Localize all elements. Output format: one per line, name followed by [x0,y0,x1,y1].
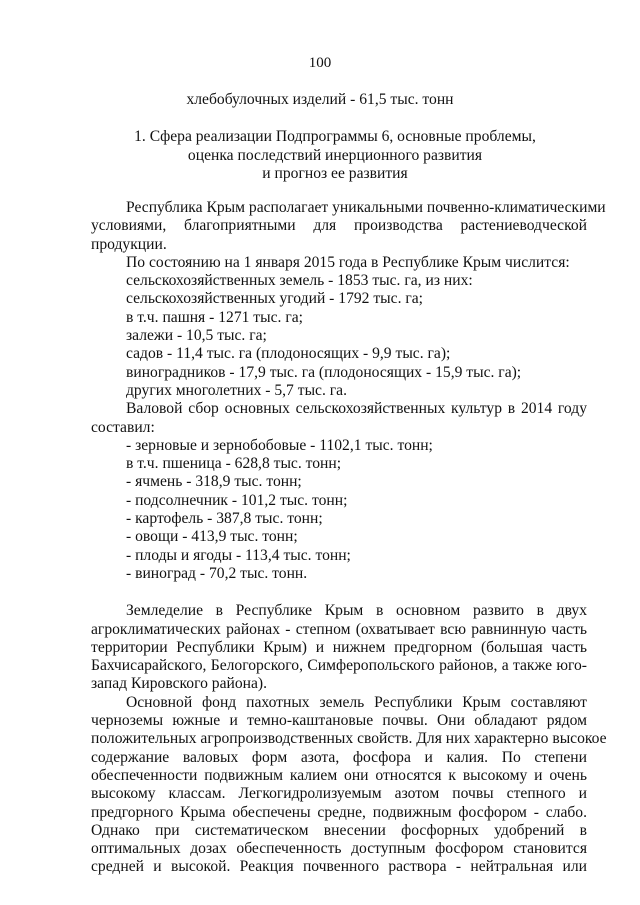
list-item: сельскохозяйственных земель - 1853 тыс. га, из них: [126,272,473,290]
paragraph-line: средней и высокой. Реакция почвенного раствора - нейтральная или [91,858,587,876]
body-text [91,199,607,877]
paragraph-line: оптимальных дозах обеспеченность доступным фосфором становится [91,840,587,858]
page-number: 100 [308,55,332,71]
list-item: - овощи - 413,9 тыс. тонн; [126,528,298,546]
list-item: в т.ч. пшеница - 628,8 тыс. тонн; [126,455,342,473]
list-item: сельскохозяйственных угодий - 1792 тыс. га; [126,290,424,308]
land-intro: По состоянию на 1 января 2015 года в Республике Крым числится: [126,253,570,271]
soil-paragraph [91,693,607,877]
section-heading [120,128,550,184]
list-item: других многолетних - 5,7 тыс. га. [126,381,347,399]
heading-line: 1. Сфера реализации Подпрограммы 6, основные проблемы, [134,128,536,145]
paragraph-line: составил: [91,418,155,436]
paragraph-line: агроклиматических районах - степном (охватывает всю равнинную часть [91,620,587,638]
paragraph-line: Валовой сбор основных сельскохозяйственных культур в 2014 году [126,400,587,418]
list-item: - подсолнечник - 101,2 тыс. тонн; [126,491,348,509]
paragraph-line: Основной фонд пахотных земель Республики Крым составляют [126,693,587,711]
list-item: виноградников - 17,9 тыс. га (плодоносящих - 15,9 тыс. га); [126,363,522,381]
paragraph-line: Однако при систематическом внесении фосфорных удобрений в [91,821,587,839]
paragraph-gap [91,583,587,602]
list-item: садов - 11,4 тыс. га (плодоносящих - 9,9 тыс. га); [126,345,451,363]
paragraph-line: запад Кировского района). [91,675,268,693]
list-item: - картофель - 387,8 тыс. тонн; [126,510,323,528]
paragraph-line: условиями, благоприятными для производства растениеводческой [91,217,587,235]
paragraph-line: предгорного Крыма обеспечены средне, подвижным фосфором - слабо. [91,803,587,821]
harvest-list [91,437,587,583]
land-list [91,272,587,400]
paragraph-line: продукции. [91,235,167,253]
list-item: - виноград - 70,2 тыс. тонн. [126,564,308,582]
paragraph-line: территории Республики Крым) и нижнем предгорном (большая часть [91,638,587,656]
harvest-intro [91,400,587,437]
paragraph-line: Республика Крым располагает уникальными почвенно-климатическими [126,199,606,216]
paragraph-line: высокому классам. Легкогидролизуемым азотом почвы степного и [91,785,587,803]
carry-over-line: хлебобулочных изделий - 61,5 тыс. тонн [186,91,454,108]
farming-paragraph [91,602,587,693]
paragraph-line: Бахчисарайского, Белогорского, Симферопольского районов, а также юго- [91,657,587,675]
heading-line: и прогноз ее развития [262,165,408,182]
paragraph-line: содержание валовых форм азота, фосфора и калия. По степени [91,748,587,766]
list-item: в т.ч. пашня - 1271 тыс. га; [126,308,303,326]
list-item: - ячмень - 318,9 тыс. тонн; [126,473,302,491]
list-item: - плоды и ягоды - 113,4 тыс. тонн; [126,546,351,564]
paragraph-line: Земледелие в Республике Крым в основном развито в двух [126,602,587,620]
heading-line: оценка последствий инерционного развития [187,146,483,164]
list-item: залежи - 10,5 тыс. га; [126,327,267,345]
intro-paragraph [91,199,606,254]
paragraph-line: положительных агропроизводственных свойств. Для них характерно высокое [91,730,607,748]
paragraph-line: обеспеченности подвижным калием они относятся к высокому и очень [91,766,587,784]
paragraph-line: черноземы южные и темно-каштановые почвы. Они обладают рядом [91,712,587,730]
list-item: - зерновые и зернобобовые - 1102,1 тыс. тонн; [126,436,433,454]
